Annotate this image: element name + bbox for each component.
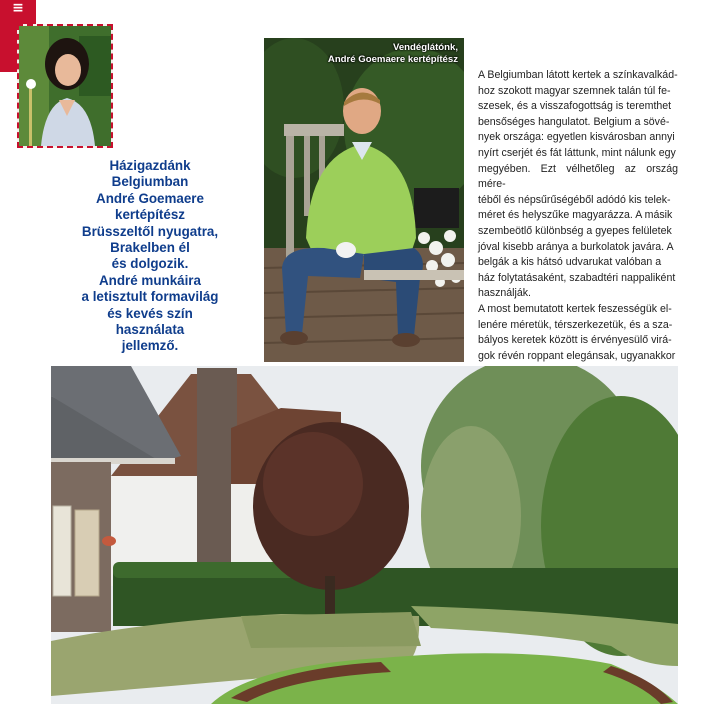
article-line: nyek országa: egyetlen kisvárosban annyi — [478, 131, 675, 144]
intro-line: Házigazdánk — [109, 158, 191, 173]
article-line: belgák a kis hátsó udvarukat valóban a — [478, 256, 662, 269]
article-line: gok révén roppant elegánsak, ugyanakkor — [478, 349, 676, 362]
article-line: A Belgiumban látott kertek a színkavalkád- — [478, 69, 678, 81]
article-line: lenére méretük, térszerkezetük, és a sza- — [478, 318, 673, 331]
article-line: bensőséges hangulatot. Belgium a sövé- — [478, 115, 670, 128]
article-line: szesek, és a visszafogottság is teremthet — [478, 100, 672, 113]
article-line: méret és helyszűke magyarázza. A másik — [478, 209, 673, 222]
intro-line: a letisztult formavilág — [81, 289, 219, 305]
intro-line: André Goemaere — [96, 190, 204, 206]
article-line: hoz szokott magyar szemnek talán túl fe- — [478, 84, 671, 97]
article-line: nyírt cserjét és fát láttunk, mint nálunk egy — [478, 146, 676, 159]
garden-photo-image — [51, 366, 678, 704]
menu-icon: ≡ — [12, 0, 24, 16]
caption-line: André Goemaere kertépítész — [327, 54, 458, 65]
intro-text — [70, 158, 230, 355]
intro-line: jellemző. — [121, 338, 179, 354]
intro-line: kertépítész — [115, 207, 185, 223]
intro-line: Brüsszeltől nyugatra, — [81, 223, 219, 239]
article-line: jóval kisebb aránya a burkolatok javára. A — [478, 240, 674, 253]
intro-line: és kevés szín — [107, 305, 193, 321]
article-text — [478, 68, 678, 380]
host-portrait-image — [264, 38, 464, 362]
article-line: bályos keretek között is érvényesülő virá- — [478, 334, 672, 347]
intro-line: használata — [115, 322, 185, 338]
article-line: használják. — [478, 287, 531, 300]
intro-line: Belgiumban — [111, 174, 189, 190]
caption-line: Vendéglátónk, — [392, 42, 458, 53]
article-line: szembeötlő különbség a gyepes felületek — [478, 224, 672, 237]
article-line: megyében. Ezt vélhetőleg az ország mére- — [478, 162, 678, 191]
photo-caption — [328, 42, 458, 66]
article-line: téből és népsűrűségéből adódó kis telek- — [478, 193, 671, 206]
intro-line: Brakelben él — [110, 240, 190, 256]
garden-photo — [51, 366, 678, 704]
intro-line: és dolgozik. — [111, 256, 189, 272]
article-line: A most bemutatott kertek feszességük el- — [478, 302, 672, 315]
hostess-photo — [17, 24, 113, 148]
intro-line: André munkáira — [99, 272, 201, 288]
host-portrait-photo — [264, 38, 464, 362]
article-line: ház folytatásaként, szabadtéri nappaliként — [478, 271, 676, 284]
hostess-photo-image — [19, 26, 111, 146]
